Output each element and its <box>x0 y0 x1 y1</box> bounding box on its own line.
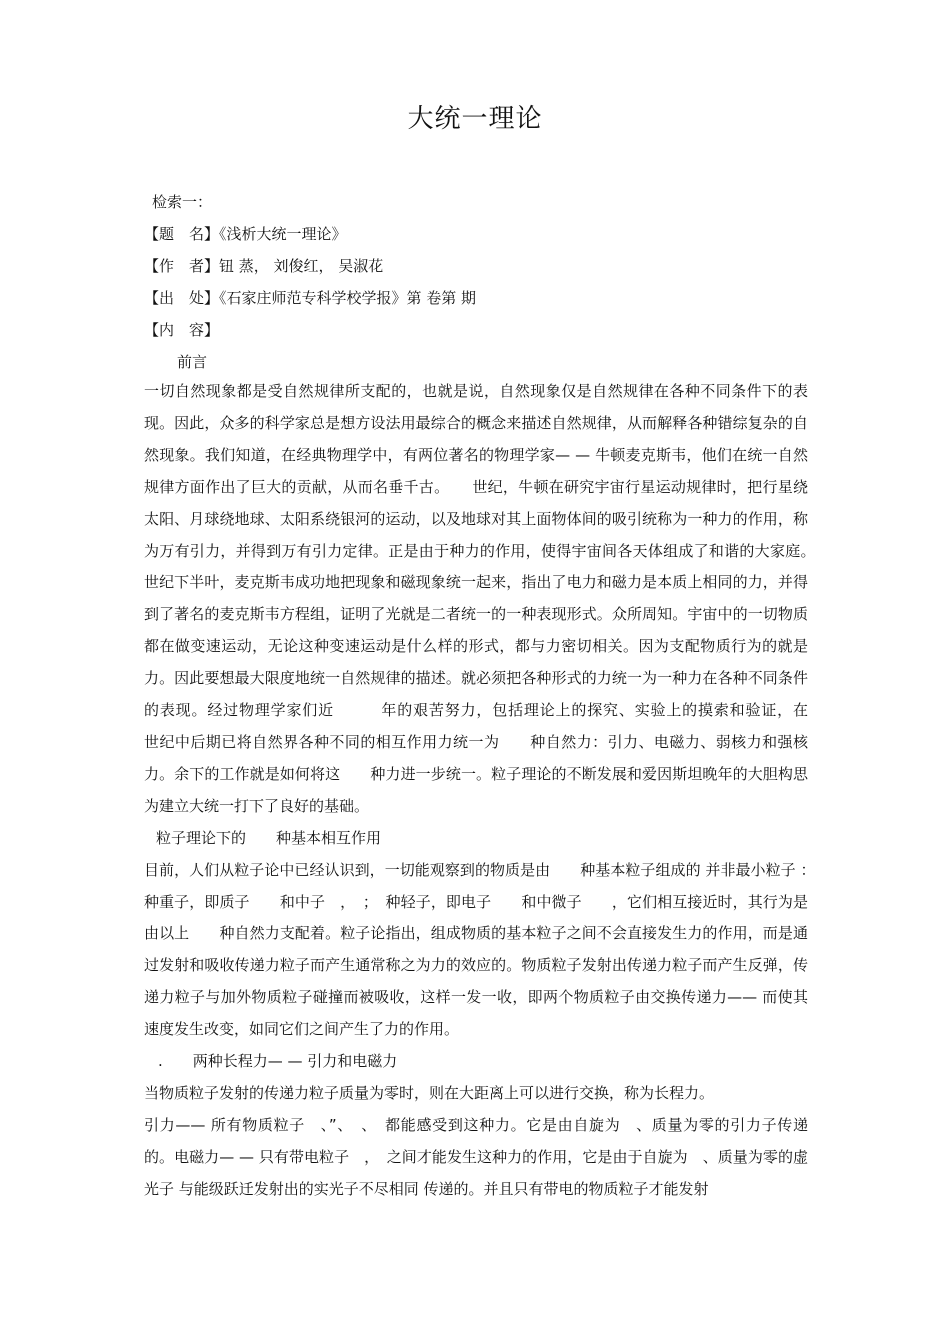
author-field: 【作 者】钮 蒸， 刘俊红， 吴淑花 <box>144 257 384 275</box>
search-label: 检索一： <box>152 193 213 211</box>
body-text <box>144 376 839 1206</box>
content-field: 【内 容】 <box>144 321 220 339</box>
document-title: 大统一理论 <box>407 104 543 134</box>
paragraph-particles: 目前，人们从粒子论中已经认识到，一切能观察到的物质是由 种基本粒子组成的 并非最小粒子 ： 种重子，即质子 和中子 ， ； 种轻子，即电子 和中微子 ，它们相互接近时，其行为是由以上 种自然力支配着。粒子论指出，组成物质的基本粒子之间不会直接发生力的作用，而是通过发射和吸收传递力粒子而产生通常称之为力的效应的。物质粒子发射出传递力粒子而产生反弹，传递力粒子与加外物质粒子碰撞而被吸收，这样一发一收，即两个物质粒子由交换传递力—— 而使其速度发生改变，如同它们之间产生了力的作用。 <box>144 860 824 1039</box>
title-field: 【题 名】《浅析大统一理论》 <box>144 225 347 243</box>
paragraph-long-range: 当物质粒子发射的传递力粒子质量为零时，则在大距离上可以进行交换，称为长程力。 <box>144 1083 715 1102</box>
section-heading-long-range: . 两种长程力— — 引力和电磁力 <box>158 1052 398 1071</box>
metadata-block <box>144 186 824 378</box>
preface-heading: 前言 <box>177 353 208 371</box>
section-heading-interactions: 粒子理论下的 种基本相互作用 <box>156 828 382 847</box>
paragraph-intro: 一切自然现象都是受自然规律所支配的，也就是说，自然现象仅是自然规律在各种不同条件下的表现。因此，众多的科学家总是想方设法用最综合的概念来描述自然规律，从而解释各种错综复杂的自然现象。我们知道，在经典物理学中，有两位著名的物理学家— — 牛顿麦克斯韦，他们在统一自然规律方面作出了巨大的贡献，从而名垂千古。 世纪，牛顿在研究宇宙行星运动规律时，把行星绕太阳、月球绕地球、太阳系绕银河的运动，以及地球对其上面物体间的吸引统称为一种力的作用，称为万有引力，并得到万有引力定律。正是由于种力的作用，使得宇宙间各天体组成了和谐的大家庭。 世纪下半叶，麦克斯韦成功地把现象和磁现象统一起来，指出了电力和磁力是本质上相同的力，并得到了著名的麦克斯韦方程组，证明了光就是二者统一的一种表现形式。众所周知。宇宙中的一切物质都在做变速运动，无论这种变速运动是什么样的形式，都与力密切相关。因为支配物质行为的就是力。因此要想最大限度地统一自然规律的描述。就必须把各种形式的力统一为一种力在各种不同条件的表现。经过物理学家们近 年的艰苦努力，包括理论上的探究、实验上的摸索和验证，在 世纪中后期已将自然界各种不同的相互作用力统一为 种自然力：引力、电磁力、弱核力和强核力。余下的工作就是如何将这 种力进一步统一。粒子理论的不断发展和爱因斯坦晚年的大胆构思为建立大统一打下了良好的基础。 <box>144 382 839 815</box>
source-field: 【出 处】《石家庄师范专科学校学报》第 卷第 期 <box>144 289 477 307</box>
paragraph-gravity-em: 引力—— 所有物质粒子 、”、 、 都能感受到这种力。它是由自旋为 、质量为零的引力子传递的。电磁力— — 只有带电粒子 ， 之间才能发生这种力的作用，它是由于自旋为 、质量为零的虚光子 与能级跃迁发射出的实光子不尽相同 传递的。并且只有带电的物质粒子才能发射 <box>144 1115 808 1198</box>
